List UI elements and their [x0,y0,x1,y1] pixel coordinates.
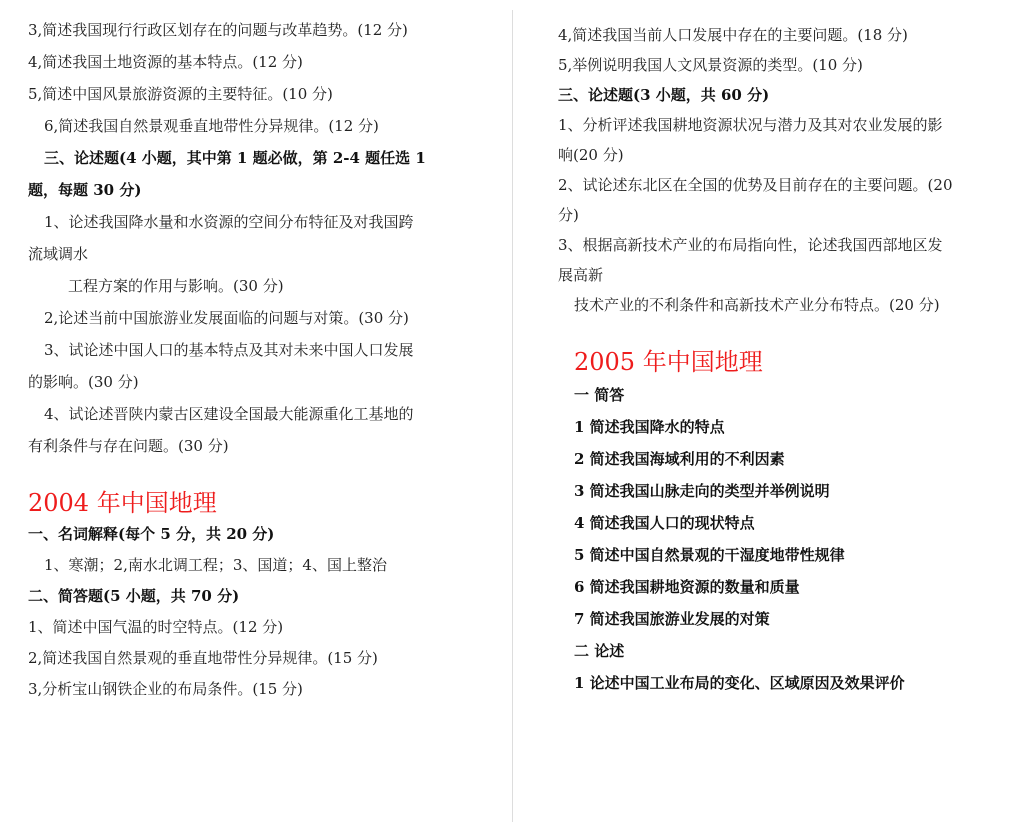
question-line: 2,简述我国自然景观的垂直地带性分异规律。(15 分) [28,649,378,667]
section-heading: 三、论述题(4 小题，其中第 1 题必做，第 2-4 题任选 1 [44,149,426,167]
section-heading-cont: 题，每题 30 分) [28,181,142,199]
question-line: 7 简述我国旅游业发展的对策 [574,610,770,628]
question-line: 3,分析宝山钢铁企业的布局条件。(15 分) [28,680,303,698]
question-line: 1 论述中国工业布局的变化、区域原因及效果评价 [574,674,905,692]
question-line: 4,简述我国当前人口发展中存在的主要问题。(18 分) [558,26,908,44]
section-heading: 一、名词解释(每个 5 分，共 20 分) [28,525,275,543]
question-line: 1、寒潮；2,南水北调工程；3、国道；4、国上整治 [44,556,387,574]
question-line: 1、论述我国降水量和水资源的空间分布特征及对我国跨 [44,213,414,231]
section-heading: 三、论述题(3 小题，共 60 分) [558,86,770,104]
question-line: 5,举例说明我国人文风景资源的类型。(10 分) [558,56,863,74]
section-heading: 一 简答 [574,386,625,404]
question-line: 3 简述我国山脉走向的类型并举例说明 [574,482,830,500]
question-line: 1 简述我国降水的特点 [574,418,725,436]
question-line: 1、分析评述我国耕地资源状况与潜力及其对农业发展的影 [558,116,943,134]
section-heading: 二、简答题(5 小题，共 70 分) [28,587,240,605]
question-line: 5 简述中国自然景观的干湿度地带性规律 [574,546,845,564]
column-divider [512,10,513,822]
question-line: 4、试论述晋陕内蒙古区建设全国最大能源重化工基地的 [44,405,414,423]
question-line: 3,简述我国现行行政区划存在的问题与改革趋势。(12 分) [28,21,408,39]
question-line: 分) [558,206,579,224]
question-line: 工程方案的作用与影响。(30 分) [68,277,284,295]
section-heading: 二 论述 [574,642,625,660]
question-line: 4,简述我国土地资源的基本特点。(12 分) [28,53,303,71]
question-line: 3、根据高新技术产业的布局指向性，论述我国西部地区发 [558,236,943,254]
question-line: 流域调水 [28,245,89,263]
question-line: 6,简述我国自然景观垂直地带性分异规律。(12 分) [44,117,379,135]
question-line: 展高新 [558,266,604,284]
question-line: 的影响。(30 分) [28,373,139,391]
question-line: 6 简述我国耕地资源的数量和质量 [574,578,800,596]
question-line: 有利条件与存在问题。(30 分) [28,437,229,455]
year-heading-2004: 2004 年中国地理 [28,489,217,517]
question-line: 5,简述中国风景旅游资源的主要特征。(10 分) [28,85,333,103]
question-line: 2 简述我国海域利用的不利因素 [574,450,785,468]
question-line: 1、简述中国气温的时空特点。(12 分) [28,618,284,636]
question-line: 3、试论述中国人口的基本特点及其对未来中国人口发展 [44,341,414,359]
question-line: 2、试论述东北区在全国的优势及目前存在的主要问题。(20 [558,176,953,194]
year-heading-2005: 2005 年中国地理 [574,348,763,376]
question-line: 4 简述我国人口的现状特点 [574,514,755,532]
question-line: 技术产业的不利条件和高新技术产业分布特点。(20 分) [574,296,940,314]
question-line: 2,论述当前中国旅游业发展面临的问题与对策。(30 分) [44,309,409,327]
question-line: 响(20 分) [558,146,624,164]
